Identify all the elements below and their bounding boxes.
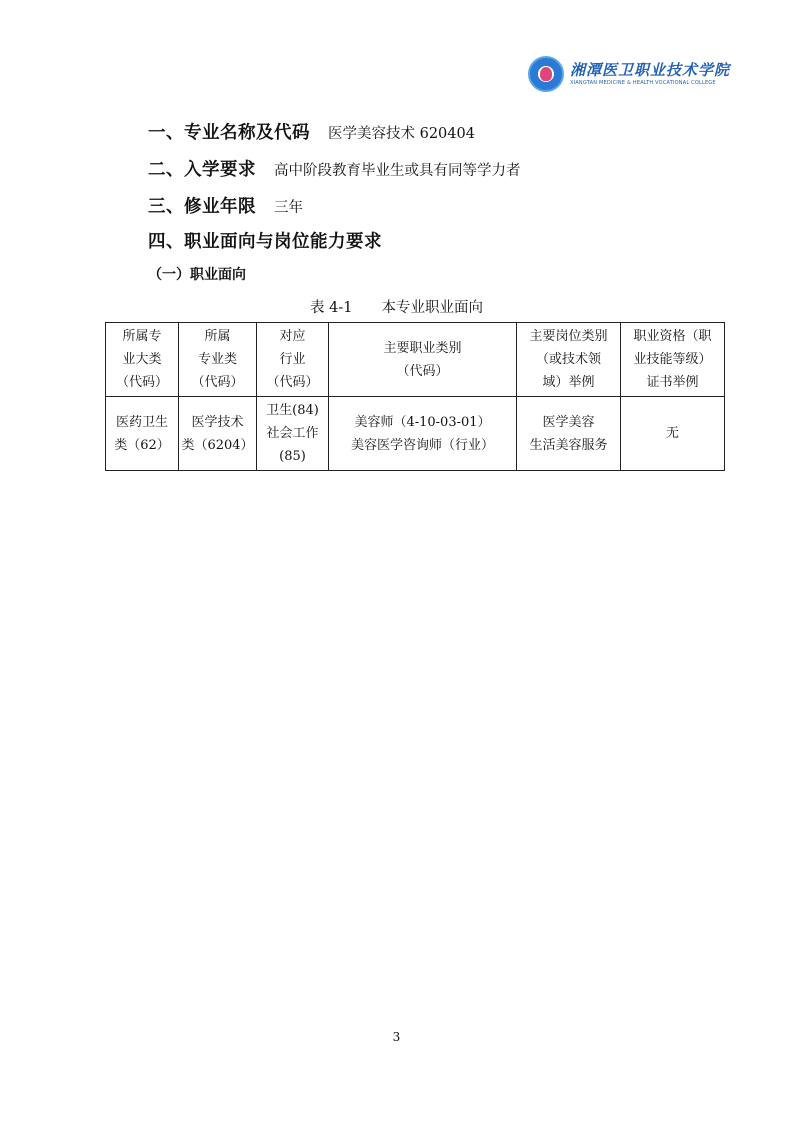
section-major-name xyxy=(148,119,475,144)
section-value: 高中阶段教育毕业生或具有同等学力者 xyxy=(274,163,521,179)
table-cell: 医学美容 生活美容服务 xyxy=(517,397,621,471)
career-table xyxy=(105,322,725,471)
section-value: 三年 xyxy=(274,200,303,216)
table-cell: 美容师（4-10-03-01） 美容医学咨询师（行业） xyxy=(329,397,517,471)
header-cell: 所属专 业大类 （代码） xyxy=(106,323,179,397)
table-cell: 无 xyxy=(621,397,725,471)
table-header-row xyxy=(106,323,725,397)
table-cell: 医学技术 类（6204） xyxy=(179,397,257,471)
table-cell: 医药卫生 类（62） xyxy=(106,397,179,471)
header-cell: 主要岗位类别 （或技术领 域）举例 xyxy=(517,323,621,397)
section-duration xyxy=(148,193,303,218)
table-caption: 表 4-1 本专业职业面向 xyxy=(310,300,483,316)
header-cell: 对应 行业 （代码） xyxy=(257,323,329,397)
college-logo xyxy=(528,56,730,92)
page-number: 3 xyxy=(392,1030,401,1044)
section-heading: 四、职业面向与岗位能力要求 xyxy=(148,232,382,252)
section-career xyxy=(148,228,382,253)
header-cell: 职业资格（职 业技能等级） 证书举例 xyxy=(621,323,725,397)
table-cell: 卫生(84) 社会工作 (85) xyxy=(257,397,329,471)
subsection-heading: （一）职业面向 xyxy=(148,267,246,283)
section-heading: 一、专业名称及代码 xyxy=(148,123,310,143)
table-row xyxy=(106,397,725,471)
section-heading: 二、入学要求 xyxy=(148,160,256,180)
section-value: 医学美容技术 620404 xyxy=(328,126,475,142)
header-cell: 所属 专业类 （代码） xyxy=(179,323,257,397)
college-emblem-icon xyxy=(528,56,564,92)
section-heading: 三、修业年限 xyxy=(148,197,256,217)
logo-chinese-name: 湘潭医卫职业技术学院 xyxy=(570,60,731,79)
section-admission xyxy=(148,156,521,181)
logo-english-name: XIANGTAN MEDICINE & HEALTH VOCATIONAL COLLEGE xyxy=(570,79,716,86)
header-cell: 主要职业类别 （代码） xyxy=(329,323,517,397)
